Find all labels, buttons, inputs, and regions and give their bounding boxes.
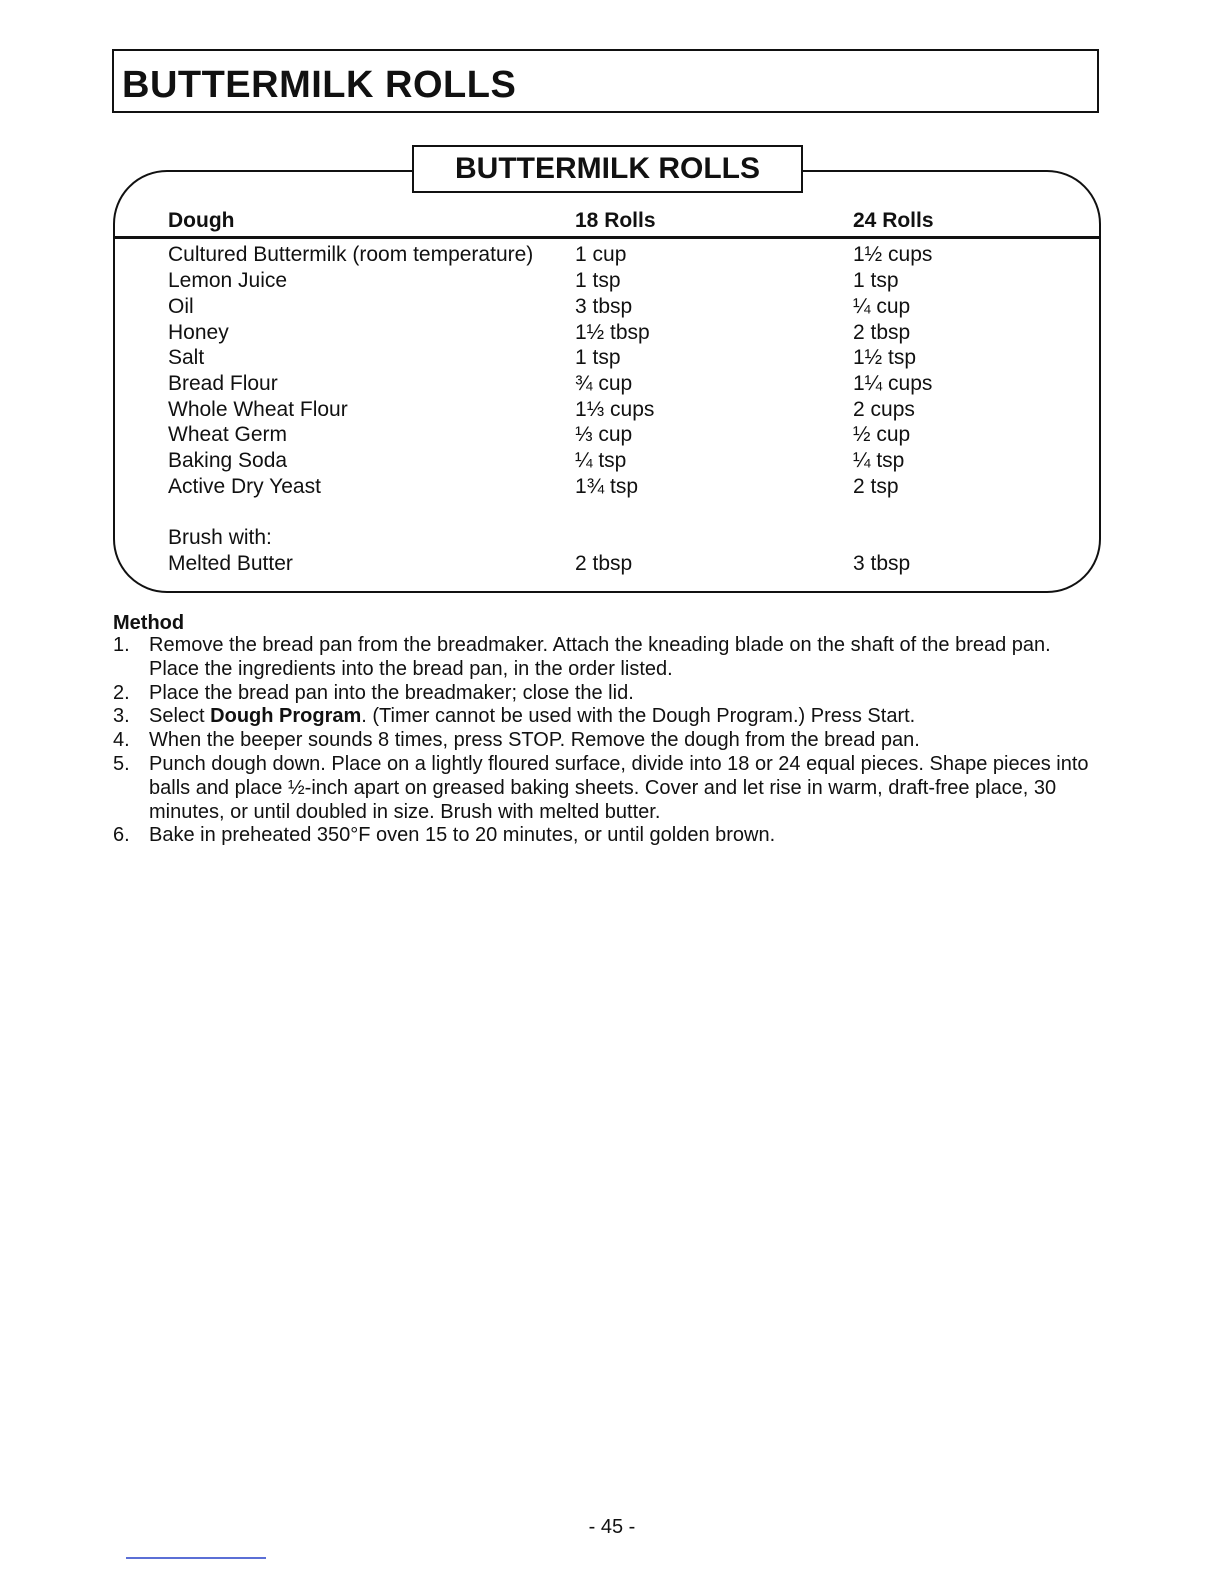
- ingredient-24-rolls: ¼ cup: [853, 295, 911, 318]
- ingredient-row: [0, 268, 1224, 294]
- ingredient-18-rolls: ¾ cup: [575, 372, 633, 395]
- ingredient-name: Bread Flour: [168, 372, 278, 395]
- step-text-after: . (Timer cannot be used with the Dough Program.) Press Start.: [361, 705, 916, 728]
- ingredient-row: [0, 448, 1224, 474]
- ingredient-24-rolls: 1 tsp: [853, 269, 899, 292]
- ingredient-name: Honey: [168, 321, 229, 344]
- ingredient-name: Salt: [168, 346, 205, 369]
- step-text: Bake in preheated 350°F oven 15 to 20 minutes, or until golden brown.: [149, 824, 776, 847]
- ingredient-24-rolls: 2 tbsp: [853, 321, 911, 344]
- method-step: [113, 634, 1093, 682]
- ingredient-18-rolls: ⅓ cup: [575, 423, 633, 446]
- ingredient-name: Whole Wheat Flour: [168, 398, 348, 421]
- method-steps: [113, 634, 1093, 848]
- step-text: Punch dough down. Place on a lightly floured surface, divide into 18 or 24 equal pieces. Shape pieces into balls and place ½-inch apart on greased baking sheets. Cover and let rise in warm, draft-free place, 30 minutes, or until doubled in size. Brush with melted butter.: [149, 752, 1089, 823]
- ingredient-row: [0, 397, 1224, 423]
- ingredient-24-rolls: 3 tbsp: [853, 552, 911, 575]
- ingredient-row: [0, 242, 1224, 268]
- column-header-dough: Dough: [168, 209, 235, 232]
- step-program-name: Dough Program: [210, 705, 362, 728]
- ingredient-24-rolls: 2 tsp: [853, 475, 899, 498]
- ingredient-name: Oil: [168, 295, 194, 318]
- page-title: BUTTERMILK ROLLS: [122, 64, 517, 106]
- ingredient-18-rolls: 1 tsp: [575, 269, 621, 292]
- step-number: 1.: [113, 634, 130, 656]
- ingredient-24-rolls: ¼ tsp: [853, 449, 905, 472]
- brush-label-row: [0, 525, 1224, 551]
- step-number: 4.: [113, 729, 130, 752]
- method-step: [113, 682, 1093, 706]
- ingredient-row: [0, 371, 1224, 397]
- ingredient-name: Lemon Juice: [168, 269, 288, 292]
- method-step: [113, 824, 1093, 848]
- ingredient-name: Melted Butter: [168, 552, 293, 575]
- ingredient-18-rolls: 1 cup: [575, 243, 627, 266]
- step-text-before: Select: [149, 705, 211, 728]
- recipe-title: BUTTERMILK ROLLS: [412, 145, 803, 193]
- page-header: [112, 49, 1099, 113]
- page-number: - 45 -: [588, 1516, 636, 1538]
- brush-label: Brush with:: [168, 526, 272, 549]
- ingredient-18-rolls: 1 tsp: [575, 346, 621, 369]
- ingredient-row: [0, 551, 1224, 577]
- ingredient-row: [0, 345, 1224, 371]
- ingredient-18-rolls: 1⅓ cups: [575, 398, 655, 421]
- ingredient-name: Active Dry Yeast: [168, 475, 321, 498]
- header-divider: [115, 236, 1099, 239]
- ingredient-24-rolls: ½ cup: [853, 423, 911, 446]
- ingredient-24-rolls: 1½ cups: [853, 243, 933, 266]
- step-text: When the beeper sounds 8 times, press STOP. Remove the dough from the bread pan.: [149, 729, 920, 752]
- ingredient-name: Cultured Buttermilk (room temperature): [168, 243, 534, 266]
- ingredient-18-rolls: 1½ tbsp: [575, 321, 650, 344]
- step-number: 6.: [113, 824, 130, 847]
- ingredient-18-rolls: 3 tbsp: [575, 295, 633, 318]
- ingredient-name: Wheat Germ: [168, 423, 288, 446]
- ingredient-18-rolls: 1¾ tsp: [575, 475, 639, 498]
- ingredient-name: Baking Soda: [168, 449, 288, 472]
- method-step: [113, 705, 1093, 729]
- column-header-24-rolls: 24 Rolls: [853, 209, 934, 232]
- step-number: 3.: [113, 705, 130, 728]
- ingredient-24-rolls: 1¼ cups: [853, 372, 933, 395]
- column-header-18-rolls: 18 Rolls: [575, 209, 656, 232]
- step-text: Place the bread pan into the breadmaker; close the lid.: [149, 681, 634, 704]
- method-step: [113, 753, 1093, 824]
- step-number: 5.: [113, 752, 130, 775]
- ingredient-24-rolls: 1½ tsp: [853, 346, 917, 369]
- method-heading: Method: [113, 612, 185, 634]
- ingredient-row: [0, 422, 1224, 448]
- ingredient-row: [0, 294, 1224, 320]
- ingredient-18-rolls: ¼ tsp: [575, 449, 627, 472]
- ingredient-row: [0, 320, 1224, 346]
- ingredient-row: [0, 474, 1224, 500]
- method-step: [113, 729, 1093, 753]
- footer-link-underline: [126, 1557, 266, 1559]
- ingredient-18-rolls: 2 tbsp: [575, 552, 633, 575]
- step-number: 2.: [113, 681, 130, 704]
- ingredient-24-rolls: 2 cups: [853, 398, 915, 421]
- step-text: Remove the bread pan from the breadmaker. Attach the kneading blade on the shaft of the bread pan. Place the ingredients into the bread pan, in the order listed.: [149, 634, 1051, 680]
